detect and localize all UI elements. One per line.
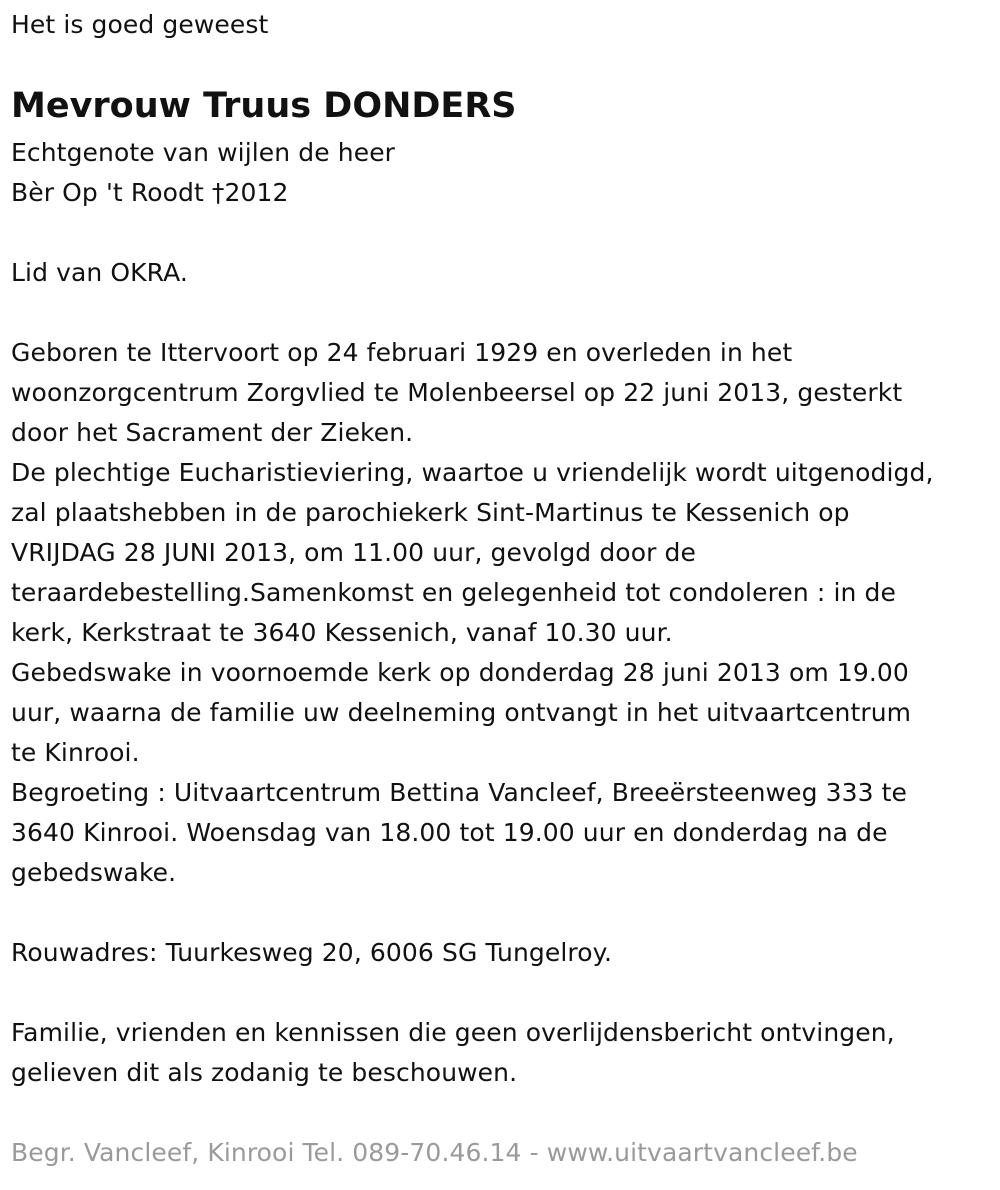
body-line: Begroeting : Uitvaartcentrum Bettina Vancleef, Breeërsteenweg 333 te xyxy=(11,778,908,807)
notice-line: gelieven dit als zodanig te beschouwen. xyxy=(11,1058,518,1087)
spouse-line: Bèr Op 't Roodt †2012 xyxy=(11,178,289,207)
body-line: door het Sacrament der Zieken. xyxy=(11,418,414,447)
body-line: uur, waarna de familie uw deelneming ontvangt in het uitvaartcentrum xyxy=(11,698,912,727)
body-line: woonzorgcentrum Zorgvlied te Molenbeersel op 22 juni 2013, gesterkt xyxy=(11,378,903,407)
spouse-line: Echtgenote van wijlen de heer xyxy=(11,138,396,167)
funeral-details xyxy=(11,333,934,893)
body-line: zal plaatshebben in de parochiekerk Sint-Martinus te Kessenich op xyxy=(11,498,850,527)
footer-credit: Begr. Vancleef, Kinrooi Tel. 089-70.46.14 - www.uitvaartvancleef.be xyxy=(11,1138,858,1167)
body-line: kerk, Kerkstraat te 3640 Kessenich, vanaf 10.30 uur. xyxy=(11,618,673,647)
body-line: teraardebestelling.Samenkomst en gelegenheid tot condoleren : in de xyxy=(11,578,896,607)
spouse-info xyxy=(11,133,395,213)
mourning-address: Rouwadres: Tuurkesweg 20, 6006 SG Tungelroy. xyxy=(11,938,613,967)
intro-text: Het is goed geweest xyxy=(11,10,269,39)
body-line: VRIJDAG 28 JUNI 2013, om 11.00 uur, gevolgd door de xyxy=(11,538,696,567)
notice-line: Familie, vrienden en kennissen die geen overlijdensbericht ontvingen, xyxy=(11,1018,895,1047)
notice-text xyxy=(11,1013,895,1093)
deceased-name: Mevrouw Truus DONDERS xyxy=(11,86,517,126)
body-line: De plechtige Eucharistieviering, waartoe u vriendelijk wordt uitgenodigd, xyxy=(11,458,934,487)
body-line: te Kinrooi. xyxy=(11,738,140,767)
body-line: gebedswake. xyxy=(11,858,177,887)
membership-text: Lid van OKRA. xyxy=(11,258,188,287)
body-line: 3640 Kinrooi. Woensdag van 18.00 tot 19.00 uur en donderdag na de xyxy=(11,818,888,847)
body-line: Gebedswake in voornoemde kerk op donderdag 28 juni 2013 om 19.00 xyxy=(11,658,909,687)
body-line: Geboren te Ittervoort op 24 februari 1929 en overleden in het xyxy=(11,338,793,367)
